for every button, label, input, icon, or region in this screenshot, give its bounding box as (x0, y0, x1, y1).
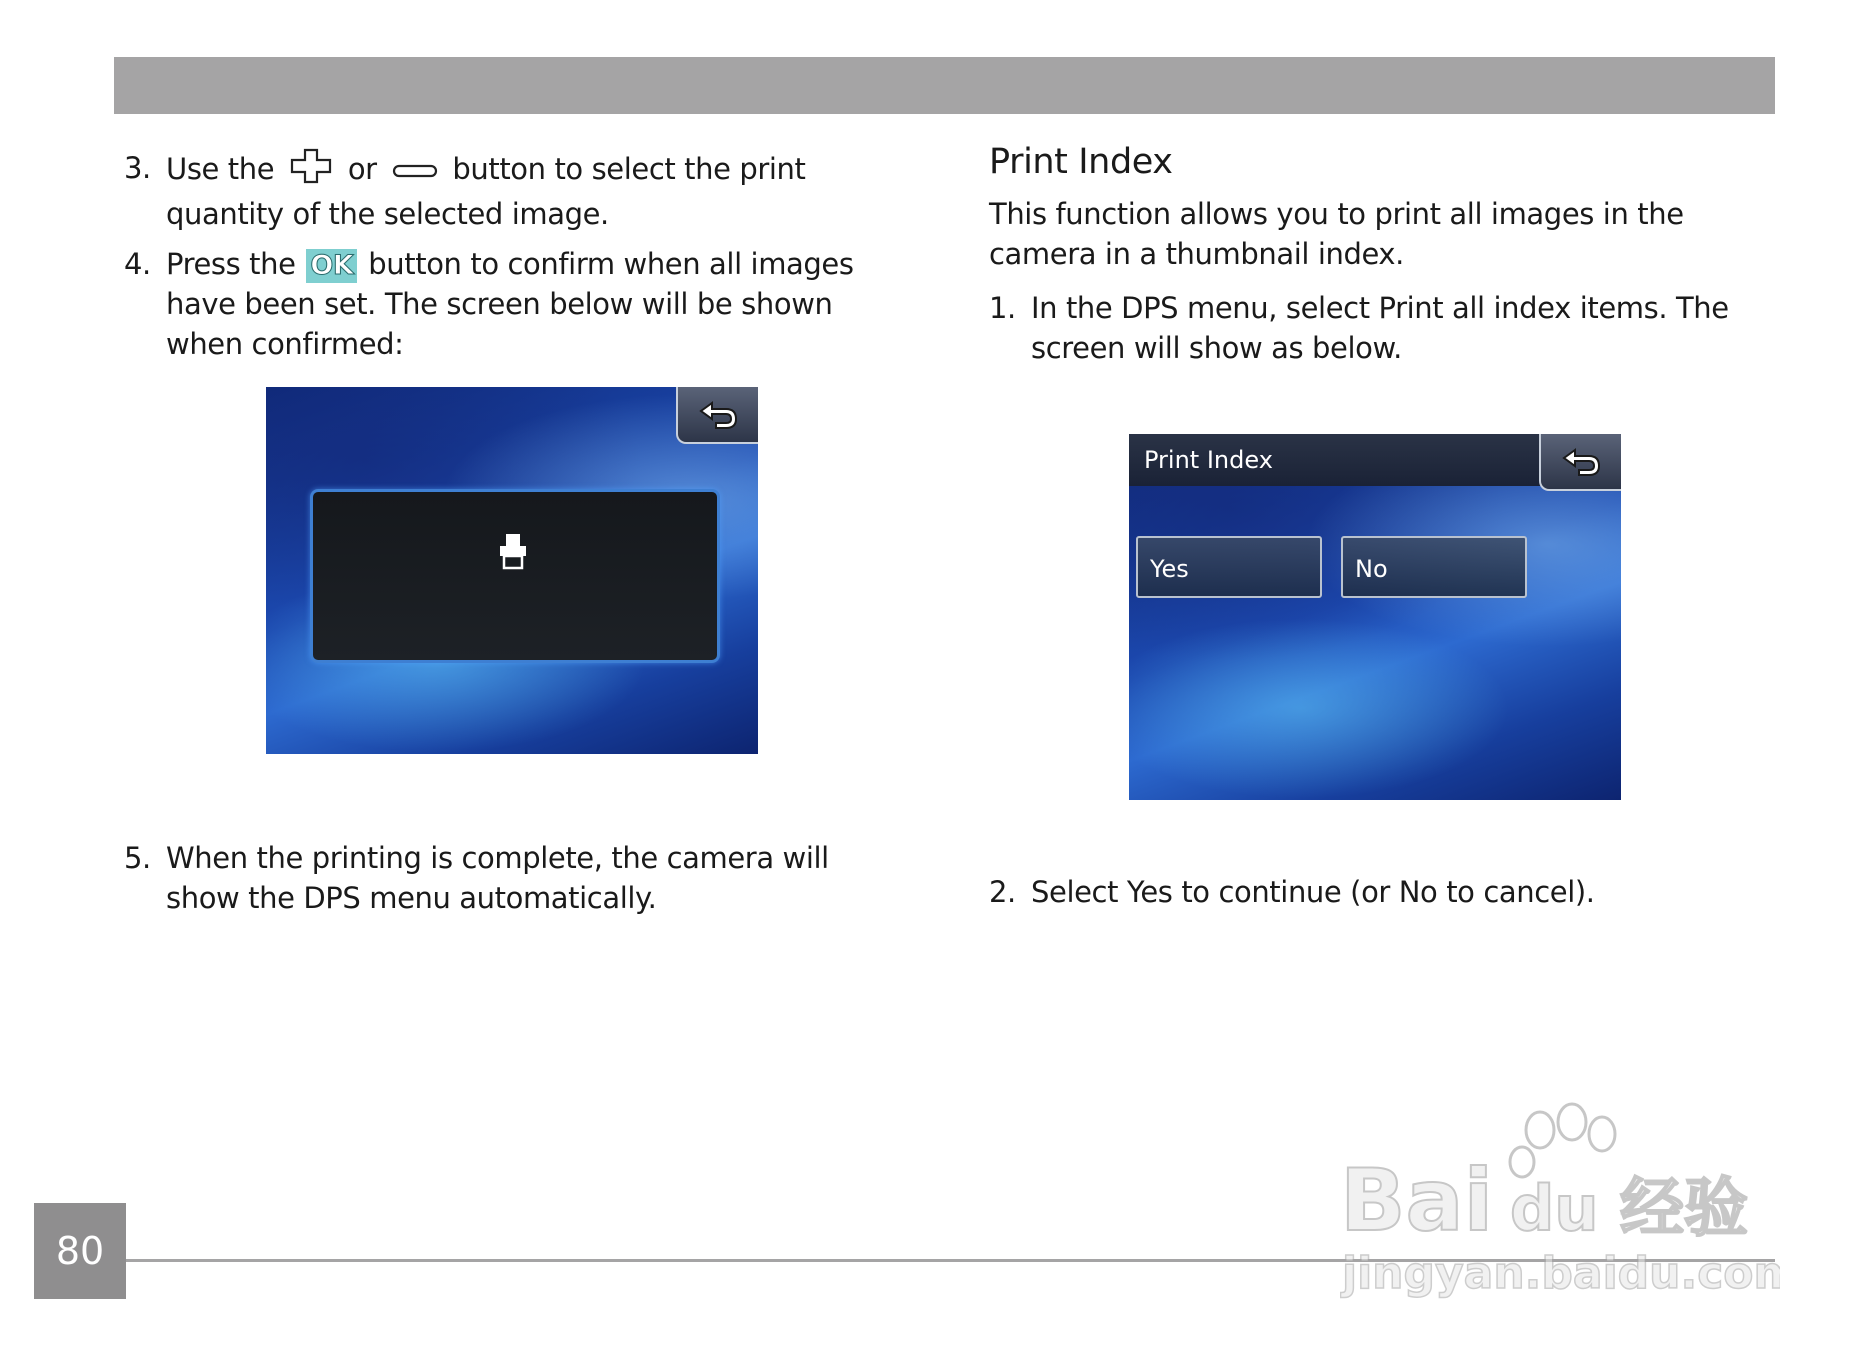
step-number: 4. (124, 247, 151, 281)
step-text: Select Yes to continue (or No to cancel). (1031, 875, 1595, 909)
step-text: or (347, 152, 377, 186)
step-text: When the printing is complete, the camera will show the DPS menu automatically. (166, 841, 829, 915)
step-text: button to confirm when all images have been set. The screen below will be shown when confirmed: (166, 247, 854, 361)
step-1 (989, 288, 1789, 368)
step-number: 3. (124, 151, 151, 185)
back-arrow-icon (698, 401, 738, 429)
minus-icon (392, 151, 438, 191)
left-column-lower (124, 838, 894, 928)
step-text: . The screen will show as below. (1031, 291, 1729, 365)
plus-icon (289, 148, 333, 194)
svg-text:Bai: Bai (1340, 1151, 1494, 1251)
step-3 (124, 148, 894, 234)
step-2 (989, 872, 1789, 912)
printing-screen (266, 387, 758, 754)
step-text: button to select the print quantity of the selected image. (166, 152, 806, 231)
header-bar (114, 57, 1775, 114)
step-4 (124, 244, 894, 364)
step-text: In the DPS menu, select (1031, 291, 1370, 325)
step-number: 5. (124, 841, 151, 875)
left-column (124, 148, 894, 374)
ok-button-icon: OK (306, 249, 357, 283)
right-column (989, 140, 1789, 378)
printer-icon (498, 532, 528, 574)
step-text: Press the (166, 247, 296, 281)
step-number: 1. (989, 291, 1016, 325)
svg-text:du: du (1510, 1172, 1599, 1245)
yes-button[interactable]: Yes (1136, 536, 1322, 598)
svg-text:jingyan.baidu.com: jingyan.baidu.com (1342, 1248, 1780, 1299)
no-button[interactable]: No (1341, 536, 1527, 598)
menu-item-name: Print all index items (1378, 291, 1659, 325)
step-number: 2. (989, 875, 1016, 909)
svg-text:经验: 经验 (1620, 1172, 1748, 1246)
screen-title: Print Index (1144, 446, 1273, 474)
step-5 (124, 838, 894, 918)
page-number: 80 (34, 1203, 126, 1299)
intro-paragraph: This function allows you to print all images in the camera in a thumbnail index. (989, 197, 1684, 271)
printing-dialog (310, 489, 720, 663)
print-index-screen (1129, 434, 1621, 800)
back-button[interactable] (1539, 434, 1621, 491)
step-text: Use the (166, 152, 275, 186)
section-title: Print Index (989, 142, 1173, 182)
right-column-lower (989, 872, 1789, 922)
back-button[interactable] (676, 387, 758, 444)
baidu-watermark (1340, 1090, 1780, 1300)
back-arrow-icon (1561, 448, 1601, 476)
